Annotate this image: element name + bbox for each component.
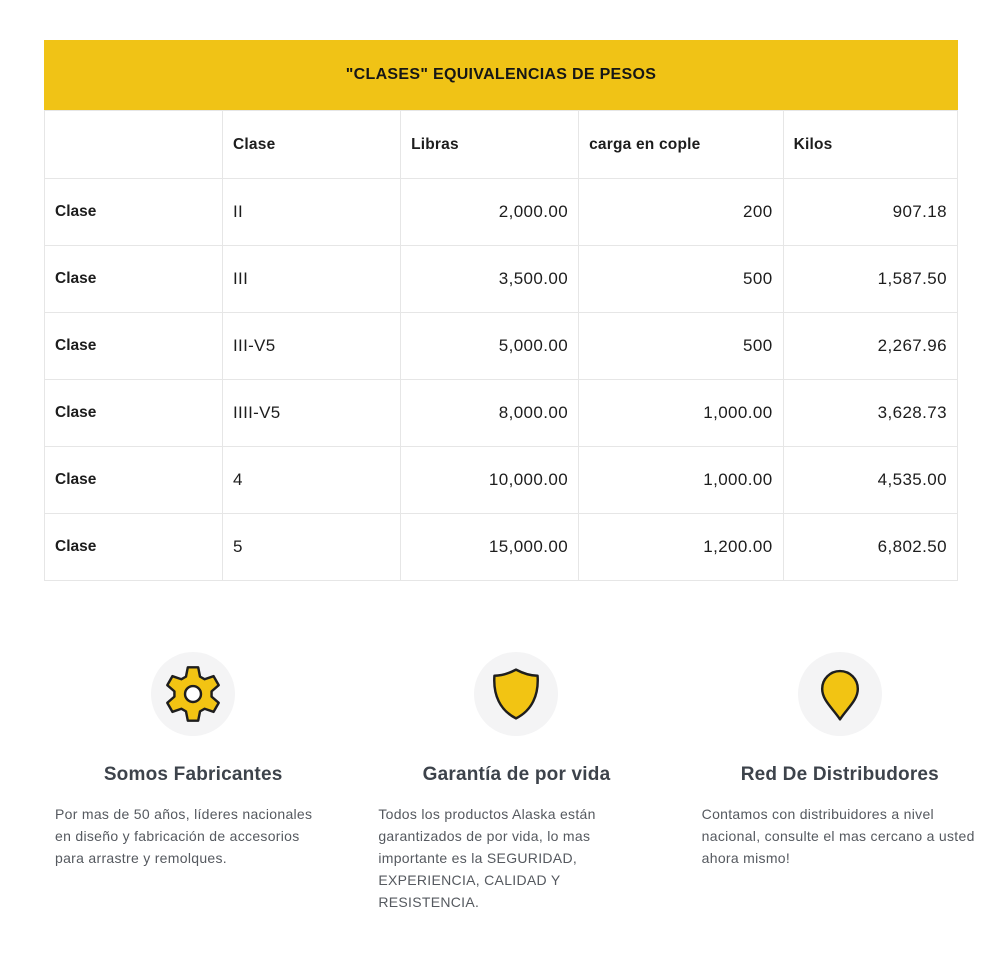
cell-row-label: Clase	[45, 313, 223, 380]
cell-libras: 8,000.00	[401, 380, 579, 447]
column-header-clase: Clase	[223, 111, 401, 179]
feature-card-distribuidores	[702, 652, 978, 913]
feature-icon-circle	[151, 652, 235, 736]
feature-card-garantia	[378, 652, 654, 913]
shield-icon	[486, 664, 546, 724]
cell-libras: 2,000.00	[401, 179, 579, 246]
cell-row-label: Clase	[45, 179, 223, 246]
cell-carga: 1,000.00	[579, 447, 784, 514]
feature-icon-circle	[798, 652, 882, 736]
cell-carga: 200	[579, 179, 784, 246]
feature-icon-circle	[474, 652, 558, 736]
column-header-libras: Libras	[401, 111, 579, 179]
table-header-row	[45, 111, 958, 179]
cell-row-label: Clase	[45, 246, 223, 313]
cell-clase: III	[223, 246, 401, 313]
feature-text: Contamos con distribuidores a nivel nacional, consulte el mas cercano a usted ahora mismo!	[701, 806, 975, 866]
feature-text: Por mas de 50 años, líderes nacionales en diseño y fabricación de accesorios para arrastre y remolques.	[55, 806, 313, 866]
table-title: "CLASES" EQUIVALENCIAS DE PESOS	[44, 40, 958, 110]
feature-title: Red De Distribudores	[740, 764, 939, 785]
cell-kilos: 4,535.00	[783, 447, 957, 514]
column-header-kilos: Kilos	[783, 111, 957, 179]
cell-kilos: 1,587.50	[783, 246, 957, 313]
cell-clase: IIII-V5	[223, 380, 401, 447]
cell-clase: III-V5	[223, 313, 401, 380]
cell-row-label: Clase	[45, 380, 223, 447]
cell-libras: 3,500.00	[401, 246, 579, 313]
cell-row-label: Clase	[45, 514, 223, 581]
feature-text: Todos los productos Alaska están garantizados de por vida, lo mas importante es la SEGURIDAD, EXPERIENCIA, CALIDAD Y RESISTENCIA.	[378, 806, 596, 910]
table-row	[45, 179, 958, 246]
gear-icon	[163, 664, 223, 724]
table-row	[45, 447, 958, 514]
cell-kilos: 6,802.50	[783, 514, 957, 581]
cell-libras: 5,000.00	[401, 313, 579, 380]
feature-card-fabricantes	[55, 652, 331, 913]
table-row	[45, 246, 958, 313]
weights-table-section	[44, 40, 958, 581]
cell-libras: 10,000.00	[401, 447, 579, 514]
cell-libras: 15,000.00	[401, 514, 579, 581]
cell-clase: 4	[223, 447, 401, 514]
cell-row-label: Clase	[45, 447, 223, 514]
features-section	[55, 652, 978, 913]
cell-kilos: 3,628.73	[783, 380, 957, 447]
feature-title: Somos Fabricantes	[103, 764, 283, 785]
cell-carga: 1,200.00	[579, 514, 784, 581]
cell-kilos: 2,267.96	[783, 313, 957, 380]
map-pin-icon	[810, 664, 870, 724]
table-row	[45, 514, 958, 581]
column-header-blank	[45, 111, 223, 179]
page	[0, 40, 1006, 964]
table-row	[45, 313, 958, 380]
cell-carga: 1,000.00	[579, 380, 784, 447]
table-row	[45, 380, 958, 447]
weights-table	[44, 110, 958, 581]
cell-carga: 500	[579, 313, 784, 380]
cell-clase: 5	[223, 514, 401, 581]
feature-title: Garantía de por vida	[422, 764, 611, 785]
cell-kilos: 907.18	[783, 179, 957, 246]
column-header-carga-en-cople: carga en cople	[579, 111, 784, 179]
cell-clase: II	[223, 179, 401, 246]
cell-carga: 500	[579, 246, 784, 313]
